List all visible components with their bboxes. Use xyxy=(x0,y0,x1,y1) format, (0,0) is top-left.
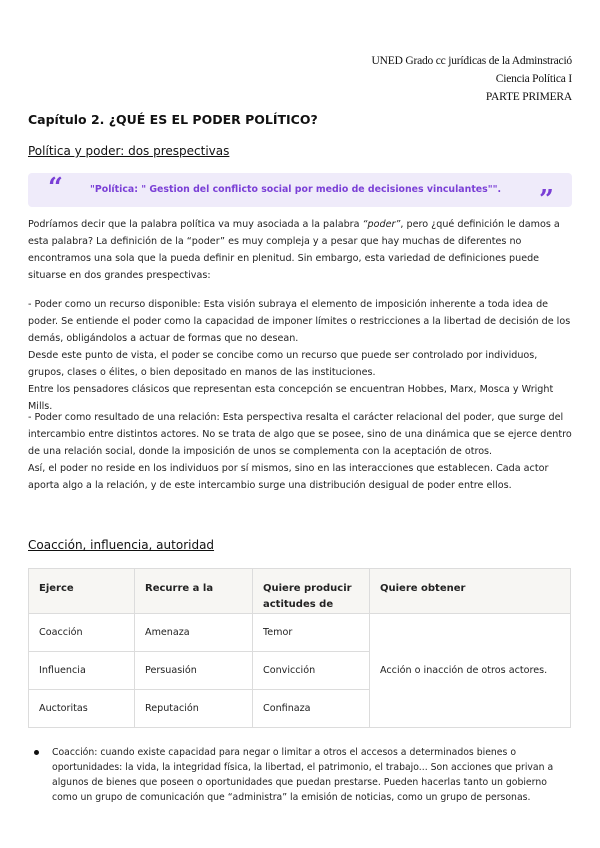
recurso-line-1: - Poder como un recurso disponible: Esta visión subraya el elemento de imposición inherente a toda idea de poder. Se entiende el poder como la capacidad de imponer límites o restricciones a la libertad de decisión de los demás, obligándolos a actuar de formas que no desean. xyxy=(28,299,571,344)
relacion-paragraph xyxy=(28,409,574,494)
table-header-row xyxy=(29,569,571,614)
quote-text: "Política: " Gestion del conflicto social por medio de decisiones vinculantes"". xyxy=(90,184,502,195)
list-item xyxy=(38,745,554,805)
document-header xyxy=(372,52,572,106)
header-line-subject: Ciencia Política I xyxy=(495,73,572,85)
open-quote-icon: “ xyxy=(48,173,63,203)
table-cell: Convicción xyxy=(253,652,370,690)
table-cell: Auctoritas xyxy=(29,690,135,728)
table-cell: Coacción xyxy=(29,614,135,652)
intro-paragraph xyxy=(28,216,574,284)
header-line-part: PARTE PRIMERA xyxy=(485,91,572,103)
intro-emphasis: “poder” xyxy=(362,219,401,230)
header-obtener: Quiere obtener xyxy=(370,569,571,614)
section-title-politica-poder: Política y poder: dos prespectivas xyxy=(28,144,230,158)
header-line-course: UNED Grado cc jurídicas de la Adminstració xyxy=(371,55,572,67)
power-table xyxy=(28,568,571,728)
table-cell: Influencia xyxy=(29,652,135,690)
header-actitudes: Quiere producir actitudes de xyxy=(253,569,370,614)
bullet-icon xyxy=(34,750,39,755)
chapter-title: Capítulo 2. ¿QUÉ ES EL PODER POLÍTICO? xyxy=(28,112,318,127)
recurso-line-2: Desde este punto de vista, el poder se concibe como un recurso que puede ser controlado por individuos, grupos, clases o élites, o bien depositado en manos de las instituciones. xyxy=(28,350,538,378)
intro-text-end: , pero ¿qué definición le damos a esta palabra? La definición de la “poder” es muy compleja y a pesar que hay muchas de diferentes no encontramos una sola que la pueda definir en plenitud. Sin embargo, esta variedad de definiciones puede situarse en dos grandes prespectivas: xyxy=(28,219,560,281)
relacion-line-2: Así, el poder no reside en los individuos por sí mismos, sino en las interacciones que establecen. Cada actor aporta algo a la relación, y de este intercambio surge una distribución desigual de poder entre ellos. xyxy=(28,463,549,491)
close-quote-icon: ” xyxy=(539,185,554,215)
table-row xyxy=(29,614,571,652)
intro-text-start: Podríamos decir que la palabra política va muy asociada a la palabra xyxy=(28,219,363,230)
table-cell: Confinaza xyxy=(253,690,370,728)
list-item-text: Coacción: cuando existe capacidad para negar o limitar a otros el accesos a determinados bienes o oportunidades: la vida, la integridad física, la libertad, el patrimonio, el trabajo... Son acciones que privan a algunos de bienes que poseen o oportunidades que puedan prestarse. Pueden hacerlas tanto un gobierno como un grupo de comunicación que “administra” la emisión de noticias, como un grupo de personas. xyxy=(52,747,554,803)
table-cell-merged: Acción o inacción de otros actores. xyxy=(370,614,571,728)
quote-callout xyxy=(28,173,572,215)
table-cell: Persuasión xyxy=(135,652,253,690)
recurso-paragraph xyxy=(28,296,574,415)
relacion-line-1: - Poder como resultado de una relación: Esta perspectiva resalta el carácter relacional del poder, que surge del intercambio entre distintos actores. No se trata de algo que se posee, sino de una dinámica que se ejerce dentro de una relación social, donde la imposición de unos se complementa con la aceptación de otros. xyxy=(28,412,572,457)
table-cell: Amenaza xyxy=(135,614,253,652)
header-ejerce: Ejerce xyxy=(29,569,135,614)
recurso-line-3: Entre los pensadores clásicos que representan esta concepción se encuentran Hobbes, Marx, Mosca y Wright Mills. xyxy=(28,384,554,412)
table-cell: Temor xyxy=(253,614,370,652)
section-title-coaccion: Coacción, influencia, autoridad xyxy=(28,538,215,552)
header-recurre: Recurre a la xyxy=(135,569,253,614)
table-cell: Reputación xyxy=(135,690,253,728)
